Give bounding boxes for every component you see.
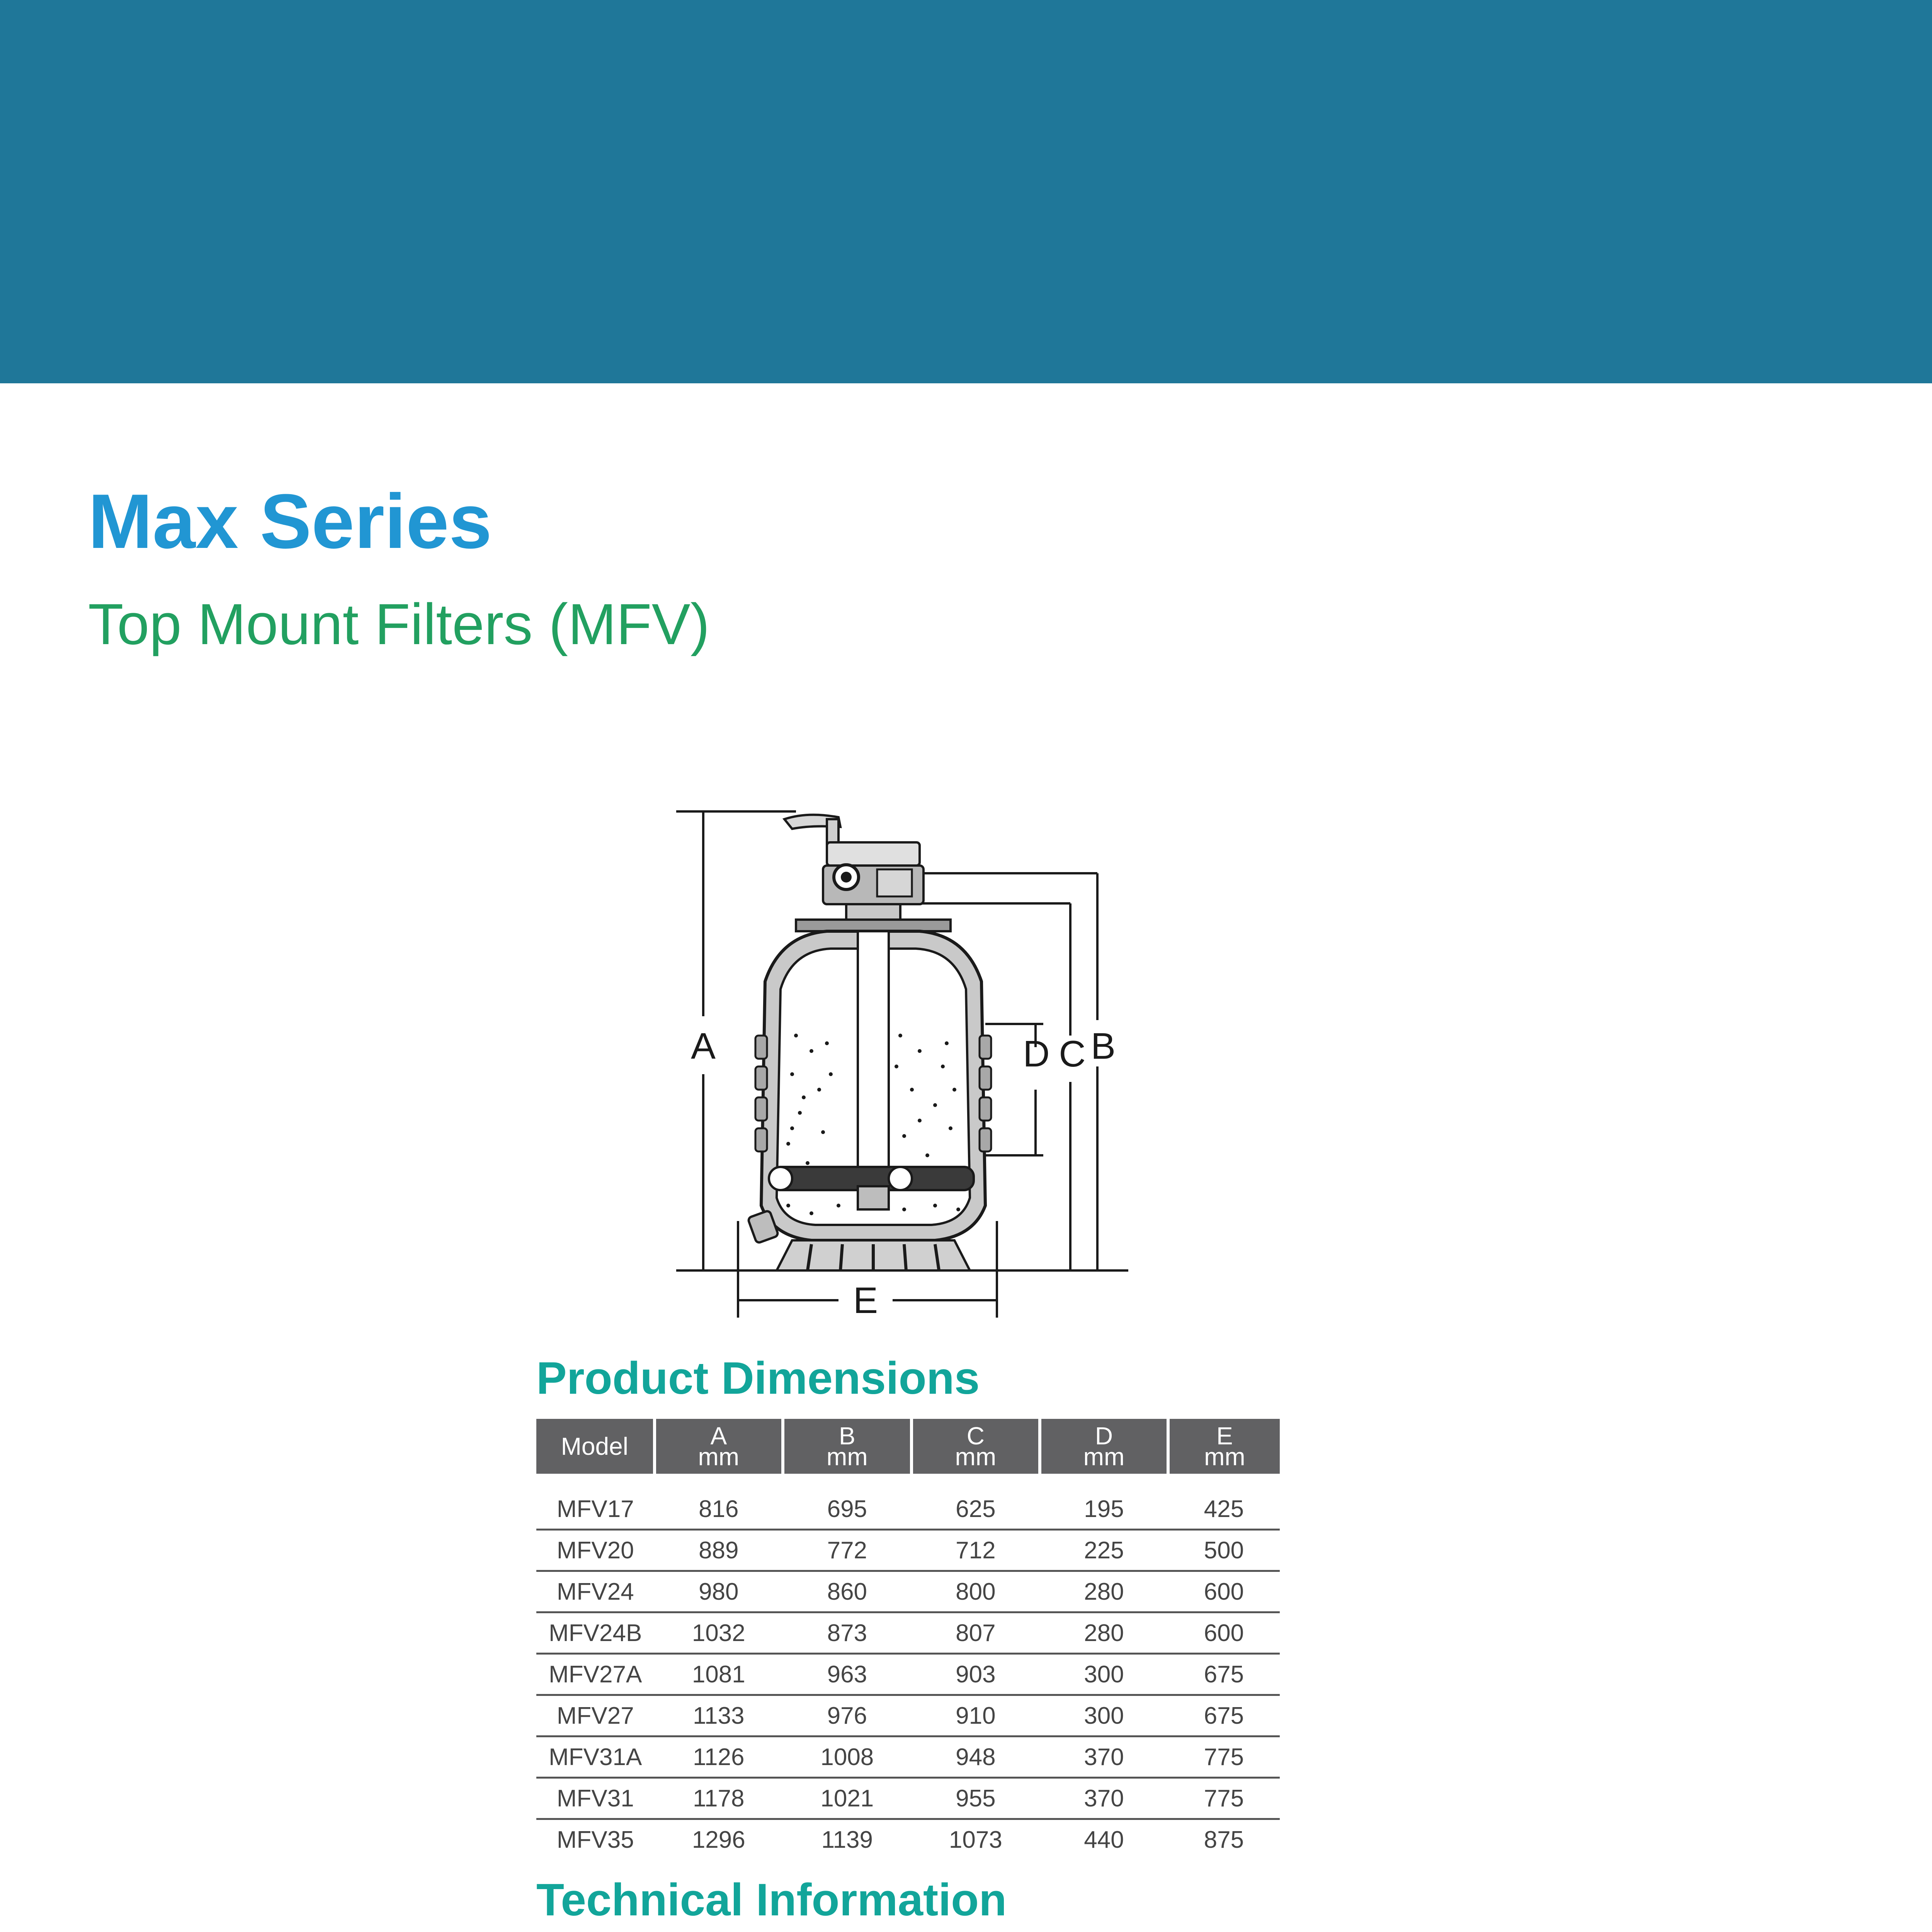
cell-b: 860: [783, 1571, 912, 1612]
cell-c: 910: [912, 1695, 1040, 1736]
header-band: [0, 0, 1932, 383]
cell-e: 875: [1204, 1826, 1244, 1853]
cell-a: 1133: [655, 1695, 783, 1736]
cell-a: 889: [655, 1530, 783, 1571]
table-row: [536, 1736, 1280, 1778]
dimension-label-e: E: [853, 1280, 878, 1321]
cell-b: 963: [783, 1654, 912, 1695]
table-row: [536, 1654, 1280, 1695]
column-header-e: E mm: [1168, 1419, 1280, 1474]
cell-model: MFV24: [536, 1571, 655, 1612]
table-row: [536, 1778, 1280, 1819]
table-row: [536, 1695, 1280, 1736]
cell-b: 772: [783, 1530, 912, 1571]
cell-b: 873: [783, 1612, 912, 1654]
cell-d: 370: [1040, 1736, 1168, 1778]
cell-model: MFV31A: [536, 1736, 655, 1778]
cell-b: 1008: [783, 1736, 912, 1778]
page-title: Max Series: [88, 478, 492, 565]
cell-c: 807: [912, 1612, 1040, 1654]
cell-b: 695: [783, 1474, 912, 1530]
cell-d: 195: [1040, 1474, 1168, 1530]
cell-e: 775: [1168, 1736, 1280, 1778]
cell-model: MFV17: [536, 1474, 655, 1530]
cell-a: 1296: [692, 1826, 745, 1853]
cell-c: 800: [912, 1571, 1040, 1612]
cell-c: 955: [912, 1778, 1040, 1819]
cell-a: 1081: [655, 1654, 783, 1695]
dimension-label-b: B: [1090, 1026, 1116, 1067]
dimension-label-d: D: [1023, 1033, 1050, 1075]
cell-c: 903: [912, 1654, 1040, 1695]
cell-c: 948: [912, 1736, 1040, 1778]
cell-e: 600: [1168, 1612, 1280, 1654]
cell-c: 712: [912, 1530, 1040, 1571]
cell-model: MFV27: [536, 1695, 655, 1736]
cell-d: 370: [1040, 1778, 1168, 1819]
cell-e: 775: [1168, 1778, 1280, 1819]
cell-d: 280: [1040, 1612, 1168, 1654]
cell-d: 440: [1084, 1826, 1124, 1853]
cell-a: 980: [655, 1571, 783, 1612]
table-row: [536, 1530, 1280, 1571]
table-row: [536, 1612, 1280, 1654]
dimension-label-a: A: [690, 1026, 716, 1067]
cell-model: MFV24B: [536, 1612, 655, 1654]
cell-model: MFV27A: [536, 1654, 655, 1695]
cell-a: 1178: [655, 1778, 783, 1819]
cell-e: 600: [1168, 1571, 1280, 1612]
cell-d: 300: [1040, 1654, 1168, 1695]
cell-e: 500: [1168, 1530, 1280, 1571]
cell-model: MFV35: [556, 1826, 634, 1853]
product-dimensions-heading: Product Dimensions: [536, 1353, 980, 1404]
cell-b: 1021: [783, 1778, 912, 1819]
table-header-row: [536, 1419, 1280, 1474]
cell-d: 300: [1040, 1695, 1168, 1736]
cell-a: 1032: [655, 1612, 783, 1654]
filter-diagram: [665, 796, 1144, 1321]
cell-e: 675: [1168, 1654, 1280, 1695]
table-row: [536, 1819, 1280, 1860]
table-row: [536, 1474, 1280, 1530]
cell-d: 225: [1040, 1530, 1168, 1571]
cell-b: 976: [783, 1695, 912, 1736]
cell-a: 1126: [655, 1736, 783, 1778]
cell-c: 1073: [949, 1826, 1002, 1853]
cell-c: 625: [912, 1474, 1040, 1530]
dimensions-table: [536, 1419, 1280, 1859]
column-header-a: A mm: [655, 1419, 783, 1474]
technical-information-heading: Technical Information: [536, 1874, 1007, 1925]
table-row: [536, 1571, 1280, 1612]
cell-model: MFV20: [536, 1530, 655, 1571]
cell-e: 675: [1168, 1695, 1280, 1736]
page-subtitle: Top Mount Filters (MFV): [88, 592, 710, 656]
cell-e: 425: [1168, 1474, 1280, 1530]
column-header-b: B mm: [783, 1419, 912, 1474]
cell-model: MFV31: [536, 1778, 655, 1819]
column-header-c: C mm: [912, 1419, 1040, 1474]
cell-a: 816: [655, 1474, 783, 1530]
cell-d: 280: [1040, 1571, 1168, 1612]
cell-b: 1139: [821, 1826, 873, 1853]
dimension-label-c: C: [1059, 1033, 1086, 1075]
column-header-model: Model: [536, 1419, 655, 1474]
column-header-d: D mm: [1040, 1419, 1168, 1474]
